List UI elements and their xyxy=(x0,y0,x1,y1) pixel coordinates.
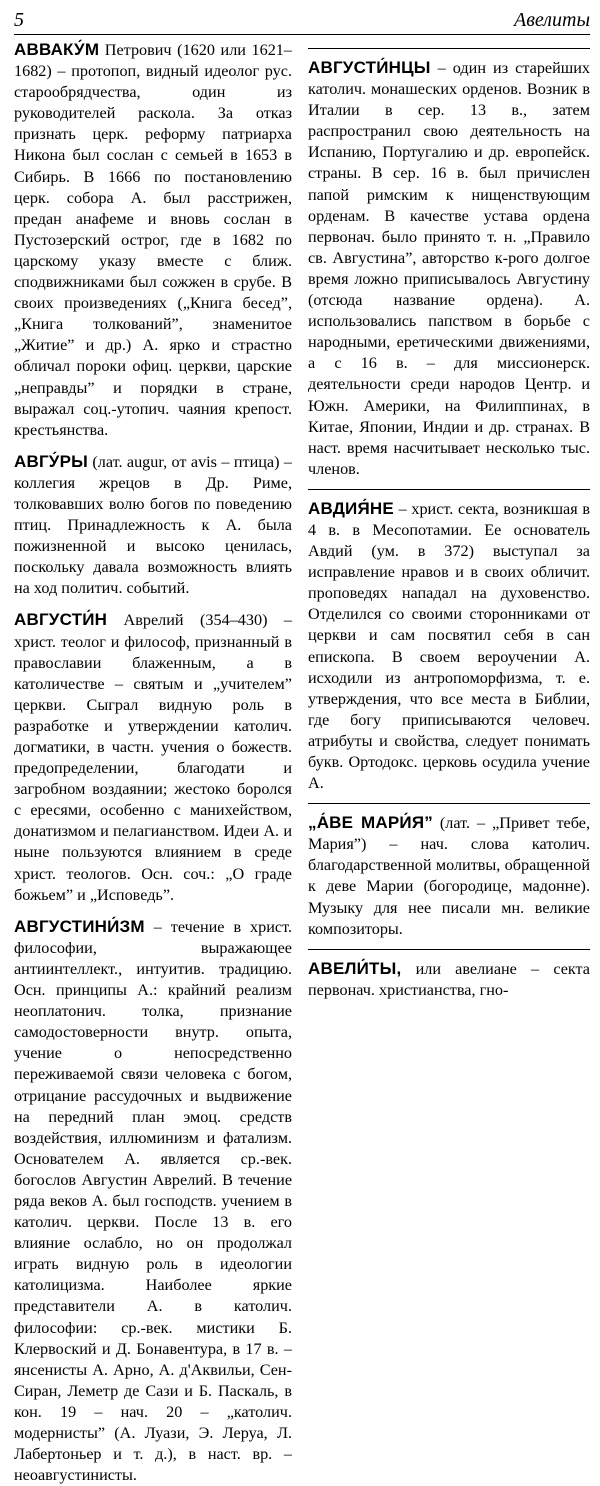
headword: АВВАКУ́М xyxy=(14,40,100,59)
headword: „А́ВЕ МАРИ́Я” xyxy=(308,813,433,833)
headword: АВГУСТИНИ́ЗМ xyxy=(14,916,145,936)
headword: АВГУ́РЫ xyxy=(14,451,88,471)
entry-avgury xyxy=(14,451,292,600)
left-column xyxy=(14,39,292,1486)
right-column xyxy=(308,39,590,1486)
divider xyxy=(308,949,590,950)
entry-text: – один из старейших католич. монашеских орденов. Возник в Италии в сер. 13 в., затем распространил свою деятельность на Испанию, Португалию и др. европейск. страны. В сер. 16 в. был причислен папой римским к нищенствующим орденам. В качестве устава ордена первонач. было принято т. н. „Правило св. Августина”, авторство к-рого долгое время ложно приписывалось Августину (отсюда название ордена). А. использовались папством в борьбе с народными, еретическими движениями, а с 16 в. – для миссионерск. деятельности среди народов Центр. и Южн. Америки, на Филиппинах, в Китае, Японии, Индии и др. странах. В наст. время насчитывает несколько тыс. членов. xyxy=(308,59,590,478)
page-number: 5 xyxy=(14,9,24,31)
headword: АВГУСТИ́Н xyxy=(14,610,108,630)
divider xyxy=(308,489,590,490)
entry-avelity xyxy=(308,958,590,1001)
entry-text: – течение в христ. философии, выражающее антиинтеллект., интуитив. традицию. Осн. принципы А.: крайний реализм неоплатонич. толка, признание самодостоверности внутр. опыта, учение о непосредственно переживаемой связи человека с богом, отрицание рассудочных и выдвижение на передний план эмоц. средств воздействия, иллюминизм и фатализм. Основателем А. является ср.-век. богослов Августин Аврелий. В течение ряда веков А. был господств. учением в католич. церкви. После 13 в. его влияние ослабло, но он продолжал играть видную роль в идеологии католицизма. Наиболее яркие представители А. в католич. философии: ср.-век. мистики Б. Клервоский и Д. Бонавентура, в 17 в. – янсенисты А. Арно, А. д'Аквильи, Сен-Сиран, Леметр де Сази и Б. Паскаль, в кон. 19 – нач. 20 – „католич. модернисты” (А. Луази, Э. Леруа, Л. Лабертоньер и т. д.), в наст. вр. – неоавгустинисты. xyxy=(14,917,292,1485)
entry-text: (лат. – „Привет тебе, Мария”) – нач. слова католич. благодарственной молитвы, обращенной к деве Марии (богородице, мадонне). Музыку для нее писали мн. великие композиторы. xyxy=(308,814,590,938)
entry-avdiane xyxy=(308,498,590,794)
entry-avgustin xyxy=(14,609,292,905)
text-columns xyxy=(14,39,590,1486)
entry-text: (лат. augur, от avis – птица) – коллегия жрецов в Др. Риме, толковавших волю богов по поведению птиц. Принадлежность к А. была пожизненной и высоко ценилась, поскольку давала возможность влиять на ход политич. событий. xyxy=(14,452,292,598)
headword: АВГУСТИ́НЦЫ xyxy=(308,58,431,77)
entry-avgustinizm xyxy=(14,916,292,1486)
headword: АВЕЛИ́ТЫ, xyxy=(308,958,402,978)
entry-ave-maria xyxy=(308,812,590,940)
entry-text: или авелиане – секта первонач. христианства, гно- xyxy=(308,959,590,999)
entry-text: – христ. секта, возникшая в 4 в. в Месопотамии. Ее основатель Авдий (ум. в 372) выступал за исправление нравов и в своих обличит. проповедях нападал на духовенство. Отделился со своими сторонниками от церкви и сам посвятил себя в сан епископа. В своем вероучении А. исходили из антропоморфизма, т. е. утверждения, что все места в Библии, где богу приписываются человеч. атрибуты и свойства, следует понимать букв. Ортодокс. церковь осудила учение А. xyxy=(308,499,590,793)
divider xyxy=(308,803,590,804)
headword: АВДИЯ́НЕ xyxy=(308,498,394,518)
running-head: Авелиты xyxy=(514,9,590,31)
entry-avgustintsy xyxy=(308,57,590,480)
entry-text: Петрович (1620 или 1621–1682) – протопоп, видный идеолог рус. старообрядчества, один из руководителей раскола. За отказ признать церк. реформу патриарха Никона был сослан с семьей в 1653 в Сибирь. В 1666 по постановлению церк. собора А. был расстрижен, предан анафеме и вновь сослан в Пустозерский острог, где в 1682 по царскому указу вместе с ближ. сподвижниками был сожжен в срубе. В своих произведениях („Книга бесед”, „Книга толкований”, знаменитое „Житие” и др.) А. ярко и страстно обличал пороки офиц. церкви, царские „неправды” и порядки в стране, выражал соц.-утопич. чаяния крепост. крестьянства. xyxy=(14,41,292,439)
entry-avvakum xyxy=(14,39,292,441)
entry-text: Аврелий (354–430) – христ. теолог и философ, признанный в православии блаженным, а в католичестве – святым и „учителем” церкви. Сыграл видную роль в разработке и утверждении католич. догматики, в частн. учения о божеств. предопределении, благодати и загробном воздаянии; жестоко боролся с ересями, особенно с манихейством, донатизмом и пелагианством. Идеи А. и ныне пользуются влиянием в среде христ. теологов. Осн. соч.: „О граде божьем” и „Исповедь”. xyxy=(14,611,292,904)
page-header xyxy=(14,0,590,35)
divider xyxy=(308,48,590,49)
